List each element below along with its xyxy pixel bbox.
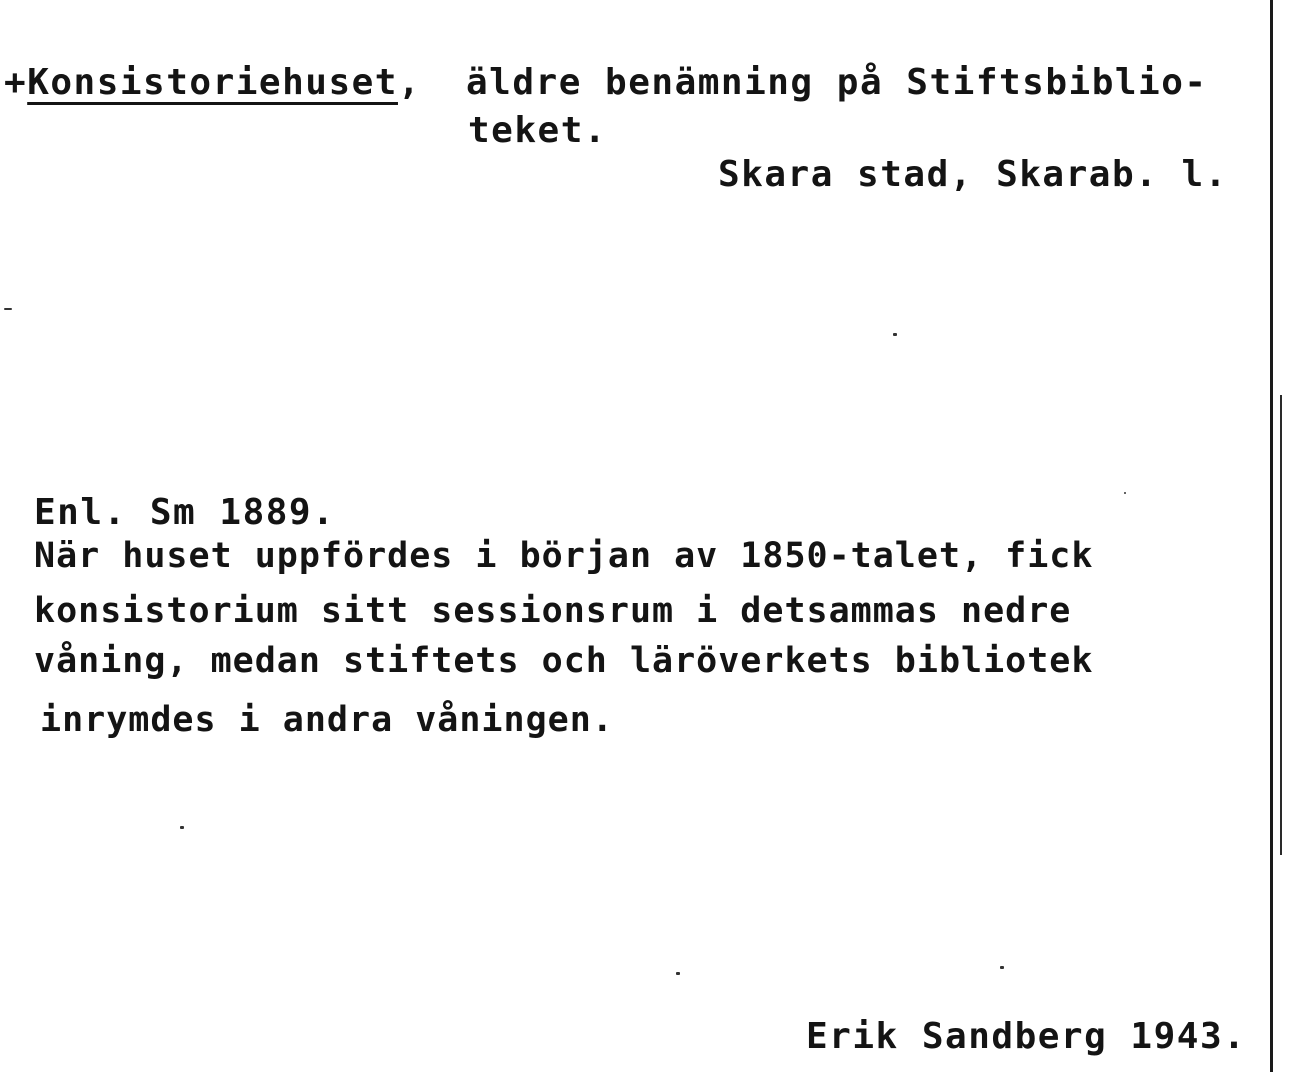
headword-separator: , [397, 62, 422, 103]
headword: Konsistoriehuset [27, 62, 398, 103]
body-line-4: inrymdes i andra våningen. [40, 700, 614, 740]
definition-line-2: teket. [468, 110, 608, 151]
location: Skara stad, Skarab. l. [718, 154, 1228, 195]
body-line-3: våning, medan stiftets och läröverkets bibliotek [34, 641, 1094, 681]
signature: Erik Sandberg 1943. [806, 1016, 1247, 1057]
source-reference: Enl. Sm 1889. [34, 492, 336, 533]
paper-speck [180, 826, 184, 829]
body-line-2: konsistorium sitt sessionsrum i detsammas nedre [34, 591, 1072, 631]
card-edge-line [1270, 0, 1273, 1072]
body-line-1: När huset uppfördes i början av 1850-talet, fick [34, 536, 1094, 576]
plus-mark: + [4, 62, 28, 103]
definition-line-1: äldre benämning på Stiftsbiblio- [466, 62, 1208, 103]
paper-speck [4, 308, 12, 310]
header-line-1 [4, 62, 421, 103]
paper-speck [1000, 966, 1004, 969]
card-edge-line-inner [1280, 395, 1282, 855]
paper-speck [676, 972, 680, 975]
paper-speck [893, 333, 897, 336]
paper-speck [1124, 492, 1126, 494]
